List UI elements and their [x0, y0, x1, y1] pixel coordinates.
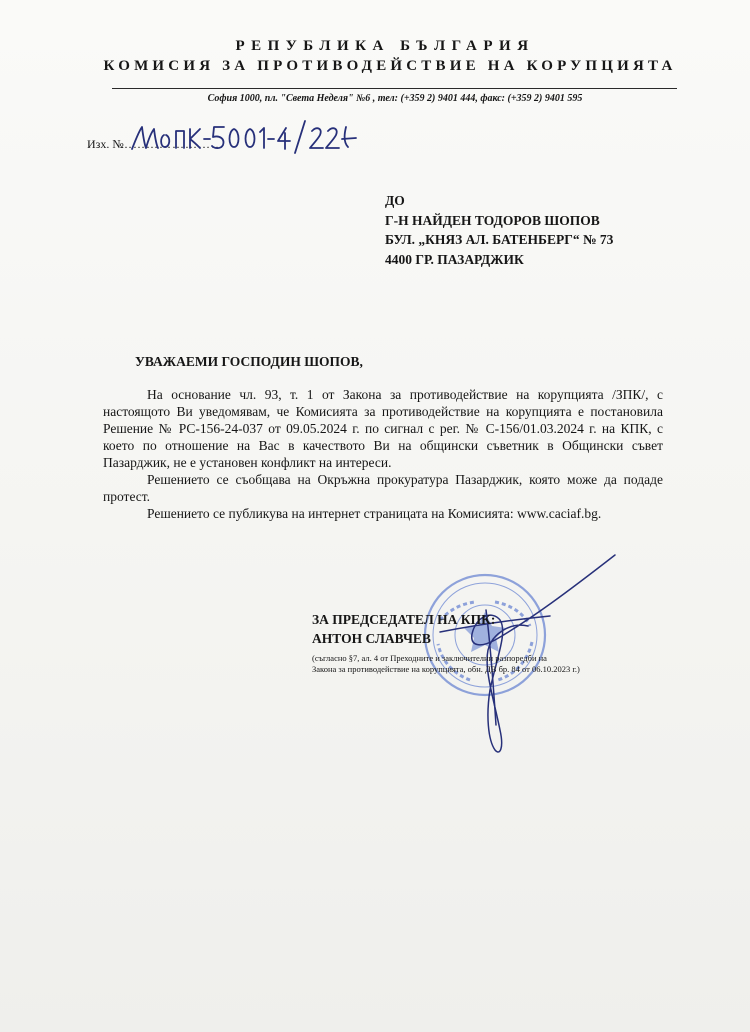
header-commission: КОМИСИЯ ЗА ПРОТИВОДЕЙСТВИЕ НА КОРУПЦИЯТА [103, 58, 677, 74]
body-paragraph: На основание чл. 93, т. 1 от Закона за противодействие на корупцията /ЗПК/, с настоящото Ви уведомявам, че Комисията за противодействие на корупцията е постановила Решение № РС-156-24-037 от 09.05.2024 г. по сигнал с рег. № С-156/01.03.2024 г. на КПК, с което по отношение на Вас в качеството Ви на общински съветник в Общински съвет Пазарджик, не е установен конфликт на интереси. [103, 387, 663, 470]
letter-salutation: УВАЖАЕМИ ГОСПОДИН ШОПОВ, [135, 354, 363, 369]
recipient-street: БУЛ. „КНЯЗ АЛ. БАТЕНБЕРГ“ № 73 [385, 232, 614, 247]
recipient-name: Г-Н НАЙДЕН ТОДОРОВ ШОПОВ [385, 212, 600, 228]
handwritten-reference-number [130, 117, 360, 159]
recipient-city: 4400 ГР. ПАЗАРДЖИК [385, 251, 524, 267]
recipient-address [385, 191, 613, 269]
letter-body [103, 386, 663, 522]
recipient-to: ДО [385, 193, 405, 208]
signatory-legal-note [312, 653, 580, 675]
reference-label: Изх. № [87, 137, 124, 151]
signatory-name: АНТОН СЛАВЧЕВ [312, 631, 431, 646]
signatory-title: ЗА ПРЕДСЕДАТЕЛ НА КПК: [312, 612, 496, 627]
header-republic: РЕПУБЛИКА БЪЛГАРИЯ [235, 38, 535, 54]
legal-note-line: (съгласно §7, ал. 4 от Преходните и заключителни разпоредби на [312, 653, 547, 663]
header-contacts: София 1000, пл. "Света Неделя" №6 , тел: (+359 2) 9401 444, факс: (+359 2) 9401 595 [207, 93, 583, 104]
body-paragraph: Решението се съобщава на Окръжна прокуратура Пазарджик, която може да подаде протест. [103, 472, 663, 504]
legal-note-line: Закона за противодействие на корупцията, обн. ДВ бр. 84 от 06.10.2023 г.) [312, 664, 580, 674]
body-paragraph: Решението се публикува на интернет страницата на Комисията: www.caciaf.bg. [147, 506, 602, 521]
header-divider [112, 88, 677, 89]
reference-dots: …………………… [120, 137, 224, 151]
